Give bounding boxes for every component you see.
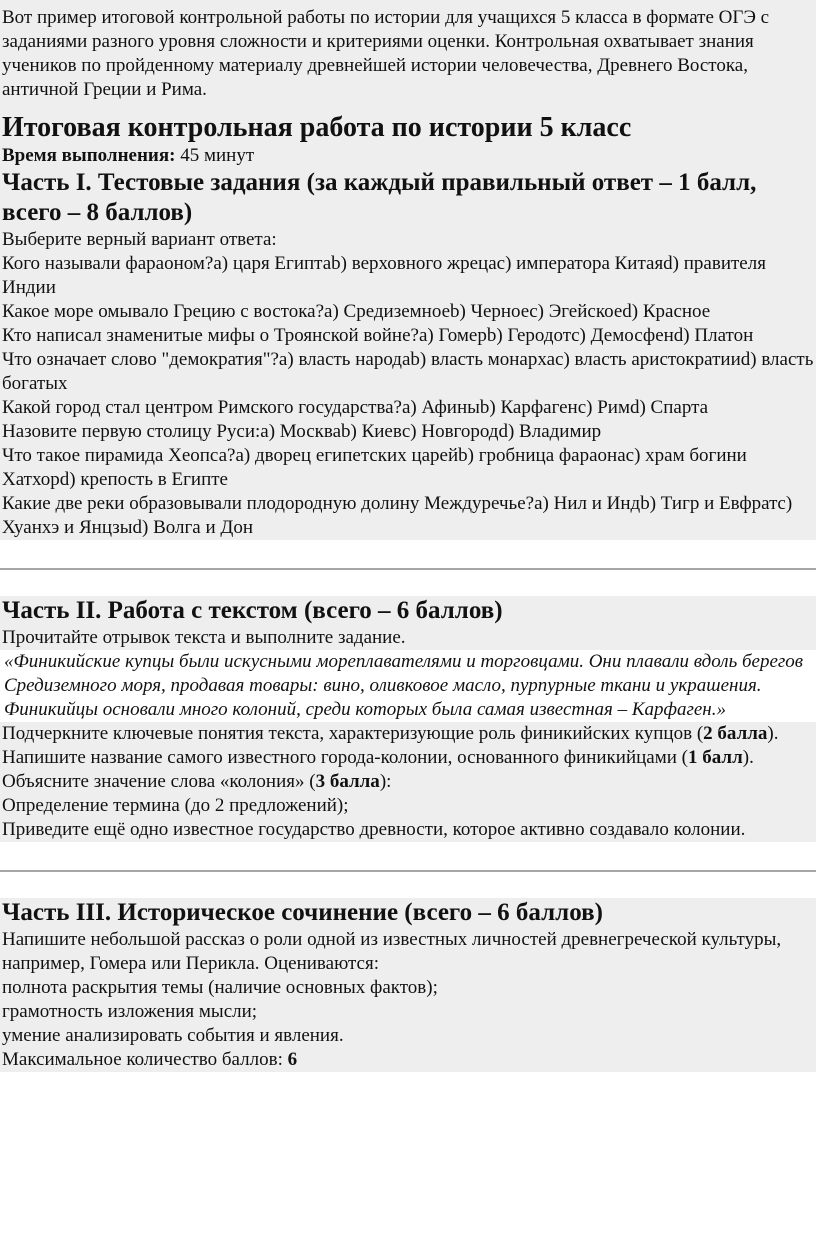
task-subitem: Приведите ещё одно известное государство древности, которое активно создавало колонии. (2, 819, 746, 840)
intro-paragraph: Вот пример итоговой контрольной работы по истории для учащихся 5 класса в формате ОГЭ с заданиями разного уровня сложности и критериями оценки. Контрольная охватывает знания учеников по пройденному материалу древнейшей истории человечества, Древнего Востока, античной Греции и Рима. (2, 7, 770, 100)
question-item: Что означает слово "демократия"?a) власть народаb) власть монархаc) власть аристократииd) власть богатых (2, 349, 814, 394)
question-item: Какой город стал центром Римского государства?a) Афиныb) Карфагенc) Римd) Спарта (2, 397, 709, 418)
task-subitem: Определение термина (до 2 предложений); (2, 795, 349, 816)
task-end: ). (742, 747, 754, 768)
spacer (0, 540, 816, 568)
task-text: Подчеркните ключевые понятия текста, характеризующие роль финикийских купцов ( (2, 723, 704, 744)
max-score-value: 6 (287, 1049, 298, 1070)
part3-heading: Часть III. Историческое сочинение (всего – 6 баллов) (2, 899, 603, 926)
part2-heading: Часть II. Работа с текстом (всего – 6 баллов) (2, 597, 503, 624)
spacer (0, 872, 816, 898)
time-line (0, 144, 816, 168)
criteria-item: грамотность изложения мысли; (2, 1001, 258, 1022)
task-end: ). (767, 723, 779, 744)
part3-task: Напишите небольшой рассказ о роли одной из известных личностей древнегреческой культуры, например, Гомера или Перикла. Оцениваются: (2, 929, 782, 974)
task-item (0, 770, 816, 794)
text-excerpt: «Финикийские купцы были искусными мореплавателями и торговцами. Они плавали вдоль берегов Средиземного моря, продавая товары: вино, оливковое масло, пурпурные ткани и украшения. Финикийцы основали много колоний, среди которых была самая известная – Карфаген.» (0, 650, 816, 722)
task-points: 3 балла (315, 771, 380, 792)
task-text: Напишите название самого известного города-колонии, основанного финикийцами ( (2, 747, 688, 768)
task-item (0, 722, 816, 746)
time-value: 45 минут (180, 145, 255, 166)
max-score-line (0, 1048, 816, 1072)
spacer (0, 570, 816, 596)
question-item: Кого называли фараоном?a) царя Египтаb) верховного жрецаc) императора Китаяd) правителя Индии (2, 253, 766, 298)
section-part-1 (0, 0, 816, 540)
question-item: Назовите первую столицу Руси:a) Москваb) Киевc) Новгородd) Владимир (2, 421, 602, 442)
question-item: Какие две реки образовывали плодородную долину Междуречье?a) Нил и Индb) Тигр и Евфратc) Хуанхэ и Янцзыd) Волга и Дон (2, 493, 793, 538)
question-item: Кто написал знаменитые мифы о Троянской войне?a) Гомерb) Геродотc) Демосфенd) Платон (2, 325, 754, 346)
question-item: Что такое пирамида Хеопса?a) дворец египетских царейb) гробница фараонаc) храм богини Хатхорd) крепость в Египте (2, 445, 747, 490)
time-label: Время выполнения: (2, 145, 176, 166)
task-item (0, 746, 816, 770)
section-part-3 (0, 898, 816, 1072)
task-text: Объясните значение слова «колония» ( (2, 771, 316, 792)
part1-heading: Часть I. Тестовые задания (за каждый правильный ответ – 1 балл, всего – 8 баллов) (2, 169, 757, 226)
section-part-2 (0, 596, 816, 842)
question-item: Какое море омывало Грецию с востока?a) Средиземноеb) Черноеc) Эгейскоеd) Красное (2, 301, 711, 322)
task-end: ): (379, 771, 392, 792)
part1-instruction: Выберите верный вариант ответа: (2, 229, 277, 250)
part2-instruction: Прочитайте отрывок текста и выполните задание. (2, 627, 406, 648)
criteria-item: умение анализировать события и явления. (2, 1025, 344, 1046)
task-points: 1 балл (688, 747, 743, 768)
page-title: Итоговая контрольная работа по истории 5 класс (2, 112, 632, 143)
criteria-item: полнота раскрытия темы (наличие основных фактов); (2, 977, 438, 998)
task-points: 2 балла (703, 723, 768, 744)
max-score-label: Максимальное количество баллов: (2, 1049, 288, 1070)
spacer (0, 842, 816, 870)
